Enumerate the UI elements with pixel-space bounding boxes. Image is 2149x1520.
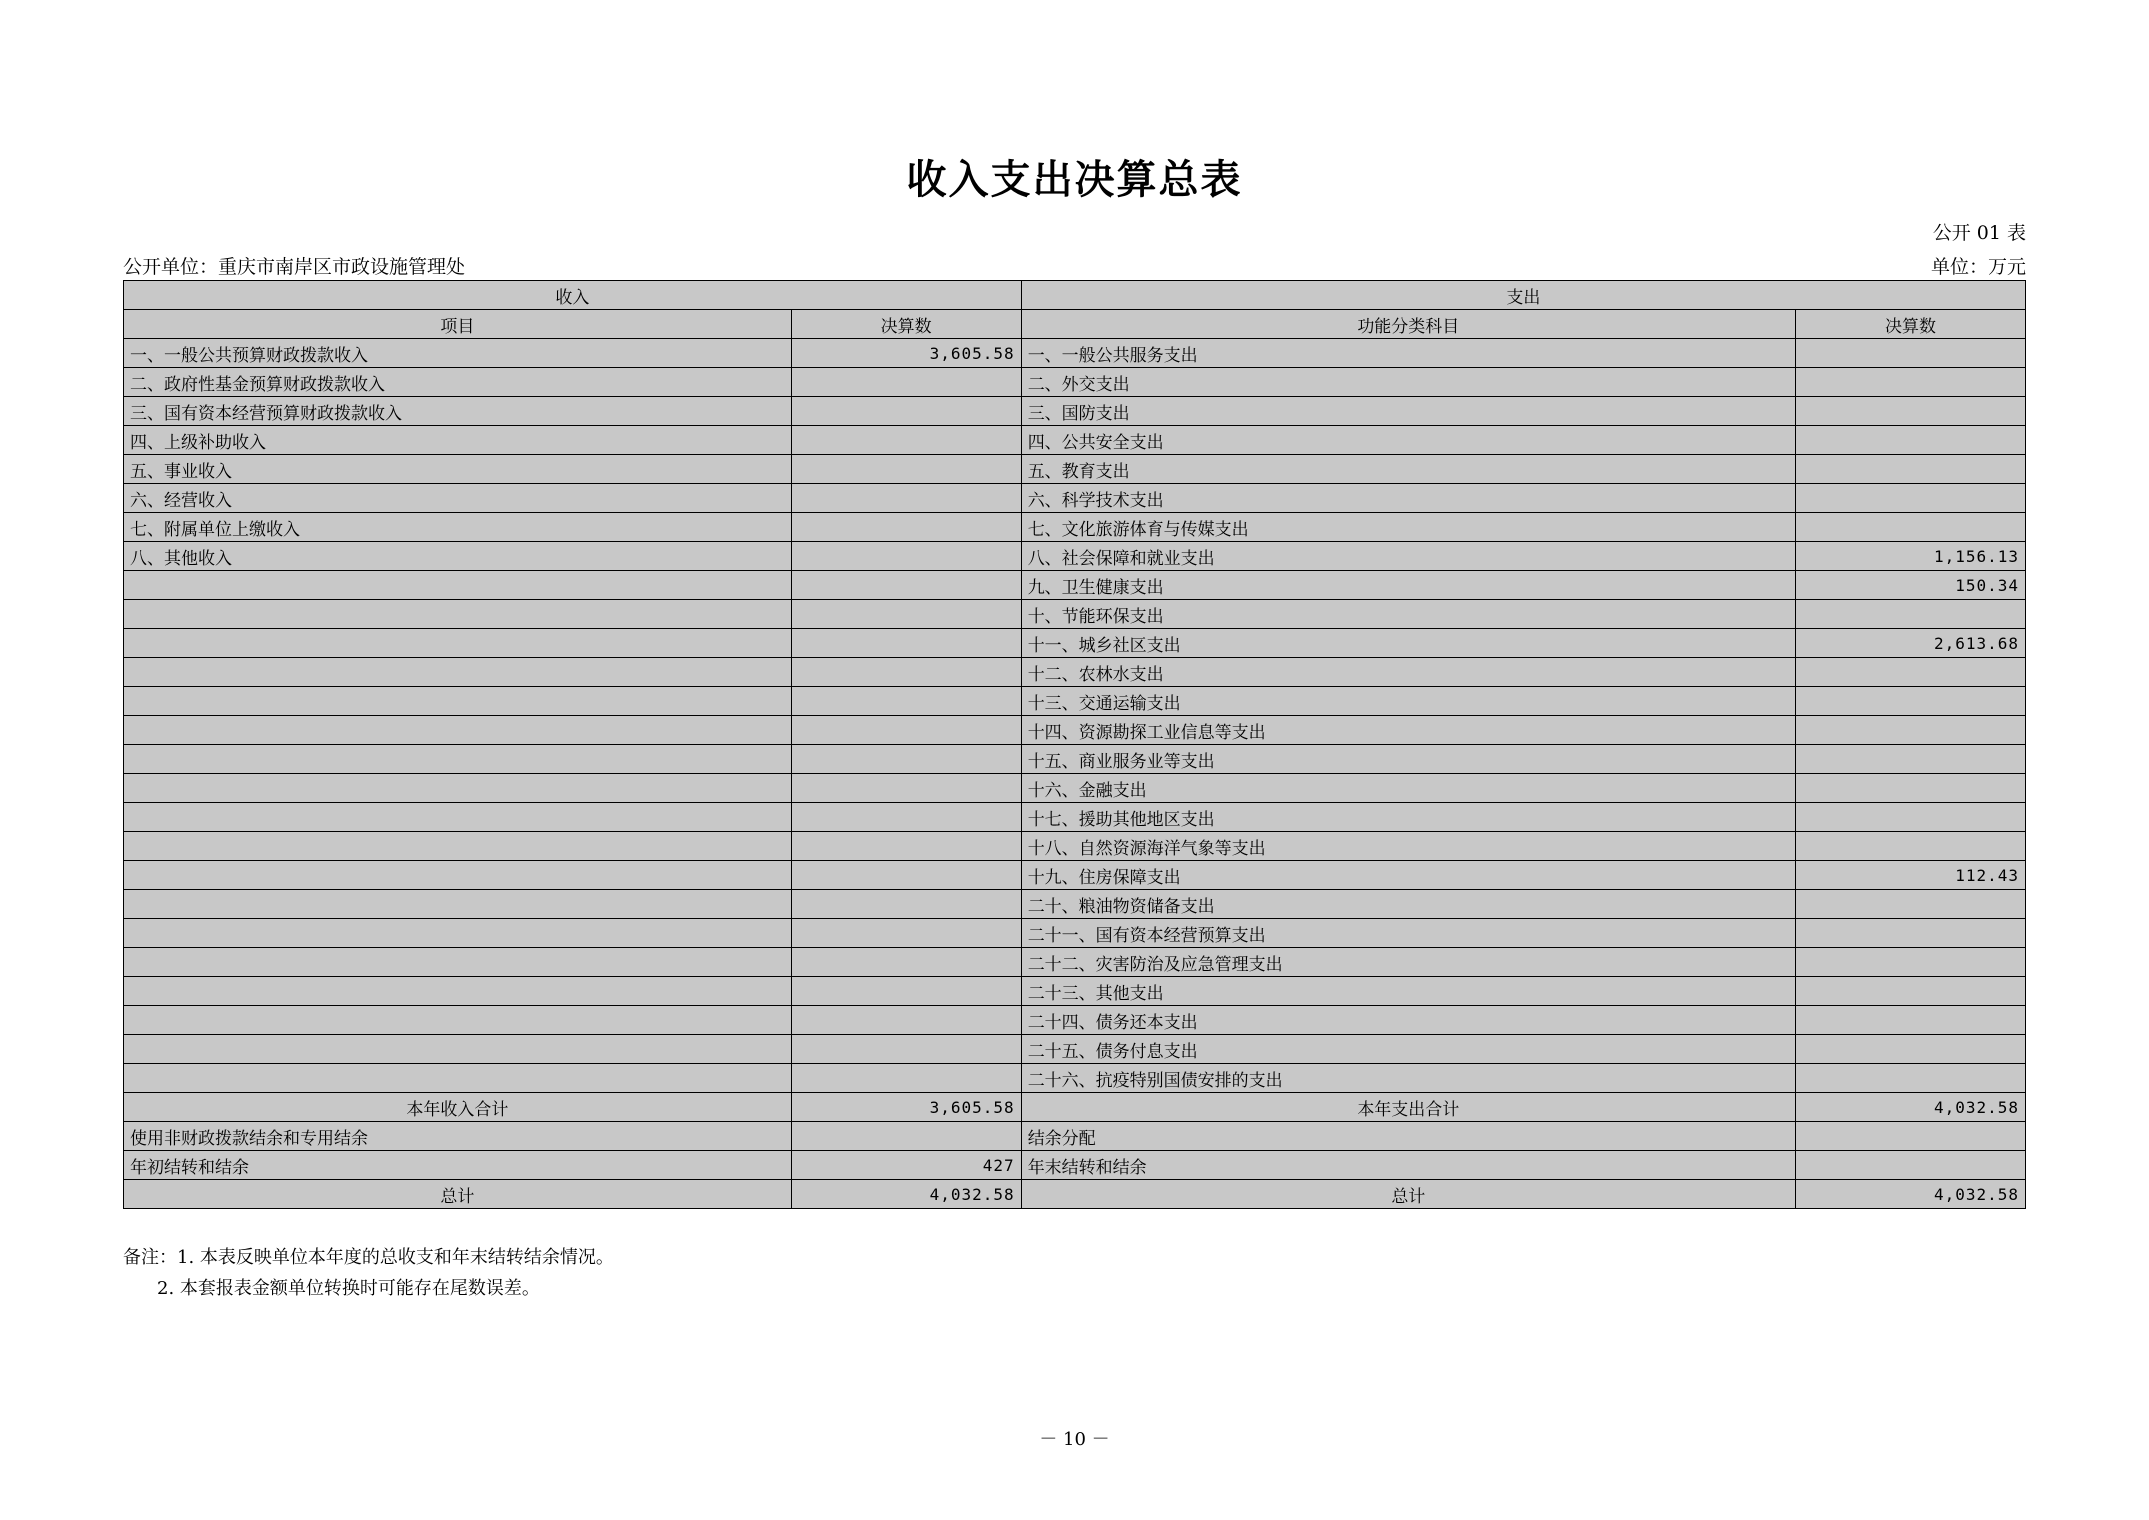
- expense-item-label: 二十四、债务还本支出: [1021, 1006, 1795, 1035]
- group-header-income: 收入: [124, 281, 1022, 310]
- table-row: [124, 745, 2026, 774]
- expense-item-label: 二十五、债务付息支出: [1021, 1035, 1795, 1064]
- summary-left-label: 本年收入合计: [124, 1093, 792, 1122]
- table-row: [124, 571, 2026, 600]
- income-item-value: [791, 774, 1021, 803]
- income-item-value: [791, 484, 1021, 513]
- expense-item-value: [1795, 1064, 2025, 1093]
- summary-left-label: 总计: [124, 1180, 792, 1209]
- publishing-org: 公开单位：重庆市南岸区市政设施管理处: [123, 256, 466, 278]
- income-item-value: [791, 861, 1021, 890]
- income-item-value: [791, 455, 1021, 484]
- expense-item-label: 八、社会保障和就业支出: [1021, 542, 1795, 571]
- table-row: [124, 716, 2026, 745]
- table-notes: [123, 1243, 614, 1304]
- income-item-label: 三、国有资本经营预算财政拨款收入: [124, 397, 792, 426]
- expense-item-value: [1795, 687, 2025, 716]
- summary-right-label: 本年支出合计: [1021, 1093, 1795, 1122]
- page-number: － 10 －: [1039, 1429, 1110, 1450]
- income-item-value: [791, 687, 1021, 716]
- expense-item-value: [1795, 1006, 2025, 1035]
- table-row: [124, 658, 2026, 687]
- note-line-2: 2. 本套报表金额单位转换时可能存在尾数误差。: [157, 1277, 540, 1299]
- summary-left-value: [791, 1122, 1021, 1151]
- table-row: [124, 1064, 2026, 1093]
- table-row: [124, 484, 2026, 513]
- income-item-value: [791, 1064, 1021, 1093]
- table-summary-row: [124, 1180, 2026, 1209]
- expense-item-value: [1795, 1035, 2025, 1064]
- income-item-label: 八、其他收入: [124, 542, 792, 571]
- form-number: 公开 01 表: [1932, 222, 2026, 244]
- table-row: [124, 542, 2026, 571]
- table-row: [124, 832, 2026, 861]
- income-item-value: [791, 368, 1021, 397]
- expense-item-value: 2,613.68: [1795, 629, 2025, 658]
- summary-right-value: [1795, 1151, 2025, 1180]
- expense-item-label: 二十六、抗疫特别国债安排的支出: [1021, 1064, 1795, 1093]
- expense-item-value: [1795, 455, 2025, 484]
- expense-item-label: 十四、资源勘探工业信息等支出: [1021, 716, 1795, 745]
- income-item-label: [124, 658, 792, 687]
- page-title: 收入支出决算总表: [906, 156, 1243, 203]
- expense-item-label: 六、科学技术支出: [1021, 484, 1795, 513]
- income-item-label: [124, 861, 792, 890]
- income-item-value: [791, 745, 1021, 774]
- income-item-value: 3,605.58: [791, 339, 1021, 368]
- summary-left-value: 3,605.58: [791, 1093, 1021, 1122]
- expense-item-value: 112.43: [1795, 861, 2025, 890]
- income-item-label: [124, 1006, 792, 1035]
- table-row: [124, 687, 2026, 716]
- table-row: [124, 368, 2026, 397]
- column-header-item: 项目: [124, 310, 792, 339]
- summary-right-value: 4,032.58: [1795, 1093, 2025, 1122]
- income-item-value: [791, 658, 1021, 687]
- table-row: [124, 774, 2026, 803]
- table-row: [124, 629, 2026, 658]
- income-item-label: [124, 977, 792, 1006]
- income-item-value: [791, 1006, 1021, 1035]
- expense-item-label: 二十一、国有资本经营预算支出: [1021, 919, 1795, 948]
- income-item-value: [791, 571, 1021, 600]
- column-header-income-value: 决算数: [791, 310, 1021, 339]
- expense-item-label: 二十二、灾害防治及应急管理支出: [1021, 948, 1795, 977]
- income-item-value: [791, 397, 1021, 426]
- column-header-function-category: 功能分类科目: [1021, 310, 1795, 339]
- expense-item-label: 四、公共安全支出: [1021, 426, 1795, 455]
- summary-right-value: [1795, 1122, 2025, 1151]
- table-row: [124, 948, 2026, 977]
- summary-left-label: 使用非财政拨款结余和专用结余: [124, 1122, 792, 1151]
- income-item-label: [124, 1064, 792, 1093]
- income-item-label: [124, 716, 792, 745]
- table-summary-row: [124, 1093, 2026, 1122]
- income-item-value: [791, 890, 1021, 919]
- expense-item-label: 十八、自然资源海洋气象等支出: [1021, 832, 1795, 861]
- expense-item-value: [1795, 977, 2025, 1006]
- expense-item-label: 三、国防支出: [1021, 397, 1795, 426]
- expense-item-label: 十、节能环保支出: [1021, 600, 1795, 629]
- income-item-label: 一、一般公共预算财政拨款收入: [124, 339, 792, 368]
- income-item-value: [791, 948, 1021, 977]
- summary-left-value: 4,032.58: [791, 1180, 1021, 1209]
- expense-item-value: [1795, 658, 2025, 687]
- income-item-value: [791, 513, 1021, 542]
- expense-item-value: [1795, 716, 2025, 745]
- income-item-label: [124, 571, 792, 600]
- table-row: [124, 426, 2026, 455]
- expense-item-value: [1795, 484, 2025, 513]
- table-row: [124, 977, 2026, 1006]
- income-item-label: [124, 948, 792, 977]
- income-item-value: [791, 600, 1021, 629]
- expense-item-label: 二十三、其他支出: [1021, 977, 1795, 1006]
- summary-right-label: 总计: [1021, 1180, 1795, 1209]
- expense-item-value: [1795, 368, 2025, 397]
- income-item-label: [124, 745, 792, 774]
- table-row: [124, 803, 2026, 832]
- expense-item-label: 十七、援助其他地区支出: [1021, 803, 1795, 832]
- income-item-value: [791, 1035, 1021, 1064]
- income-item-value: [791, 803, 1021, 832]
- income-item-value: [791, 426, 1021, 455]
- expense-item-label: 七、文化旅游体育与传媒支出: [1021, 513, 1795, 542]
- income-item-label: 六、经营收入: [124, 484, 792, 513]
- income-item-label: 五、事业收入: [124, 455, 792, 484]
- summary-right-value: 4,032.58: [1795, 1180, 2025, 1209]
- expense-item-value: [1795, 890, 2025, 919]
- income-item-value: [791, 977, 1021, 1006]
- expense-item-label: 十三、交通运输支出: [1021, 687, 1795, 716]
- expense-item-value: [1795, 948, 2025, 977]
- expense-item-label: 二十、粮油物资储备支出: [1021, 890, 1795, 919]
- expense-item-value: [1795, 426, 2025, 455]
- expense-item-label: 九、卫生健康支出: [1021, 571, 1795, 600]
- column-header-expense-value: 决算数: [1795, 310, 2025, 339]
- expense-item-label: 五、教育支出: [1021, 455, 1795, 484]
- table-row: [124, 1006, 2026, 1035]
- table-row: [124, 919, 2026, 948]
- table-group-header-row: [124, 281, 2026, 310]
- income-item-value: [791, 832, 1021, 861]
- income-item-label: 七、附属单位上缴收入: [124, 513, 792, 542]
- expense-item-label: 二、外交支出: [1021, 368, 1795, 397]
- income-item-value: [791, 919, 1021, 948]
- budget-final-accounts-table: [123, 280, 2026, 1209]
- table-row: [124, 455, 2026, 484]
- expense-item-value: [1795, 919, 2025, 948]
- summary-left-label: 年初结转和结余: [124, 1151, 792, 1180]
- income-item-label: [124, 890, 792, 919]
- expense-item-label: 十二、农林水支出: [1021, 658, 1795, 687]
- income-item-label: [124, 1035, 792, 1064]
- table-row: [124, 600, 2026, 629]
- expense-item-value: [1795, 803, 2025, 832]
- table-row: [124, 397, 2026, 426]
- group-header-expense: 支出: [1021, 281, 2025, 310]
- note-line-1: 备注：1. 本表反映单位本年度的总收支和年末结转结余情况。: [123, 1247, 614, 1268]
- expense-item-value: [1795, 745, 2025, 774]
- income-item-label: [124, 687, 792, 716]
- table-row: [124, 861, 2026, 890]
- income-item-label: [124, 629, 792, 658]
- expense-item-value: 1,156.13: [1795, 542, 2025, 571]
- income-item-label: [124, 600, 792, 629]
- expense-item-label: 十六、金融支出: [1021, 774, 1795, 803]
- amount-unit-note: 单位：万元: [1930, 256, 2026, 278]
- income-item-label: 二、政府性基金预算财政拨款收入: [124, 368, 792, 397]
- summary-left-value: 427: [791, 1151, 1021, 1180]
- income-item-value: [791, 542, 1021, 571]
- expense-item-value: [1795, 339, 2025, 368]
- expense-item-value: [1795, 397, 2025, 426]
- income-item-value: [791, 716, 1021, 745]
- expense-item-value: 150.34: [1795, 571, 2025, 600]
- income-item-label: [124, 774, 792, 803]
- table-summary-row: [124, 1151, 2026, 1180]
- income-item-label: [124, 919, 792, 948]
- expense-item-value: [1795, 600, 2025, 629]
- expense-item-label: 十一、城乡社区支出: [1021, 629, 1795, 658]
- table-column-header-row: [124, 310, 2026, 339]
- expense-item-label: 一、一般公共服务支出: [1021, 339, 1795, 368]
- expense-item-value: [1795, 774, 2025, 803]
- expense-item-value: [1795, 832, 2025, 861]
- table-row: [124, 513, 2026, 542]
- expense-item-label: 十五、商业服务业等支出: [1021, 745, 1795, 774]
- table-summary-row: [124, 1122, 2026, 1151]
- summary-right-label: 结余分配: [1021, 1122, 1795, 1151]
- income-item-value: [791, 629, 1021, 658]
- expense-item-label: 十九、住房保障支出: [1021, 861, 1795, 890]
- summary-right-label: 年末结转和结余: [1021, 1151, 1795, 1180]
- expense-item-value: [1795, 513, 2025, 542]
- table-row: [124, 890, 2026, 919]
- income-item-label: [124, 803, 792, 832]
- income-item-label: 四、上级补助收入: [124, 426, 792, 455]
- table-row: [124, 339, 2026, 368]
- table-row: [124, 1035, 2026, 1064]
- income-item-label: [124, 832, 792, 861]
